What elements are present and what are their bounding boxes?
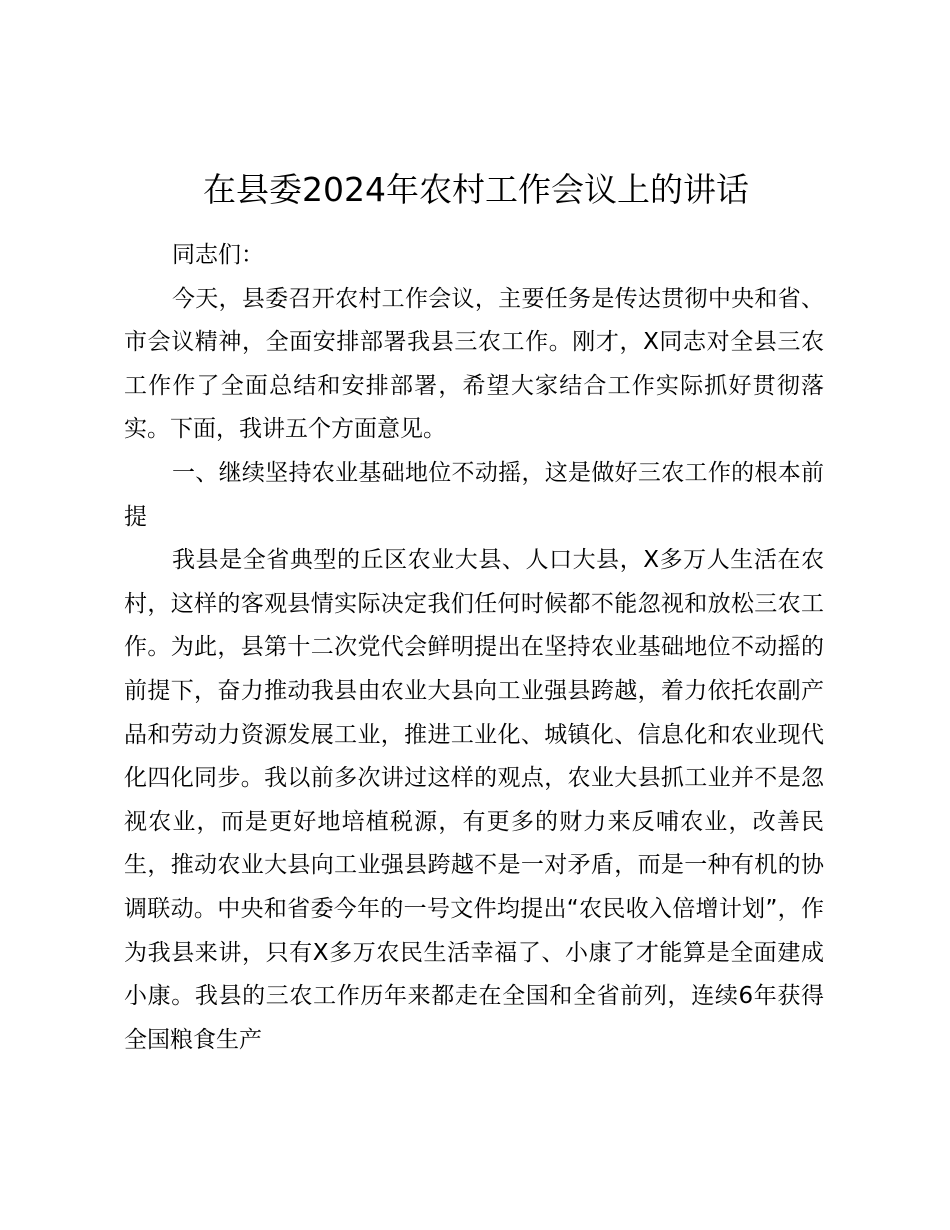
paragraph-section-heading: 一、继续坚持农业基础地位不动摇，这是做好三农工作的根本前提 <box>124 459 824 530</box>
paragraph-section-body: 我县是全省典型的丘区农业大县、人口大县，X多万人生活在农村，这样的客观县情实际决定我们任何时候都不能忽视和放松三农工作。为此，县第十二次党代会鲜明提出在坚持农业基础地位不动摇的前提下，奋力推动我县由农业大县向工业强县跨越，着力依托农副产品和劳动力资源发展工业，推进工业化、城镇化、信息化和农业现代化四化同步。我以前多次讲过这样的观点，农业大县抓工业并不是忽视农业，而是更好地培植税源，有更多的财力来反哺农业，改善民生，推动农业大县向工业强县跨越不是一对矛盾，而是一种有机的协调联动。中央和省委今年的一号文件均提出“农民收入倍增计划”，作为我县来讲，只有X多万农民生活幸福了、小康了才能算是全面建成小康。我县的三农工作历年来都走在全国和全省前列，连续6年获得全国粮食生产 <box>124 547 824 1053</box>
document-body <box>124 234 824 1062</box>
document-title: 在县委2024年农村工作会议上的讲话 <box>203 170 749 209</box>
paragraph-intro: 今天，县委召开农村工作会议，主要任务是传达贯彻中央和省、市会议精神，全面安排部署我县三农工作。刚才，X同志对全县三农工作作了全面总结和安排部署，希望大家结合工作实际抓好贯彻落实。下面，我讲五个方面意见。 <box>124 285 824 443</box>
paragraph-salutation: 同志们： <box>172 242 264 268</box>
